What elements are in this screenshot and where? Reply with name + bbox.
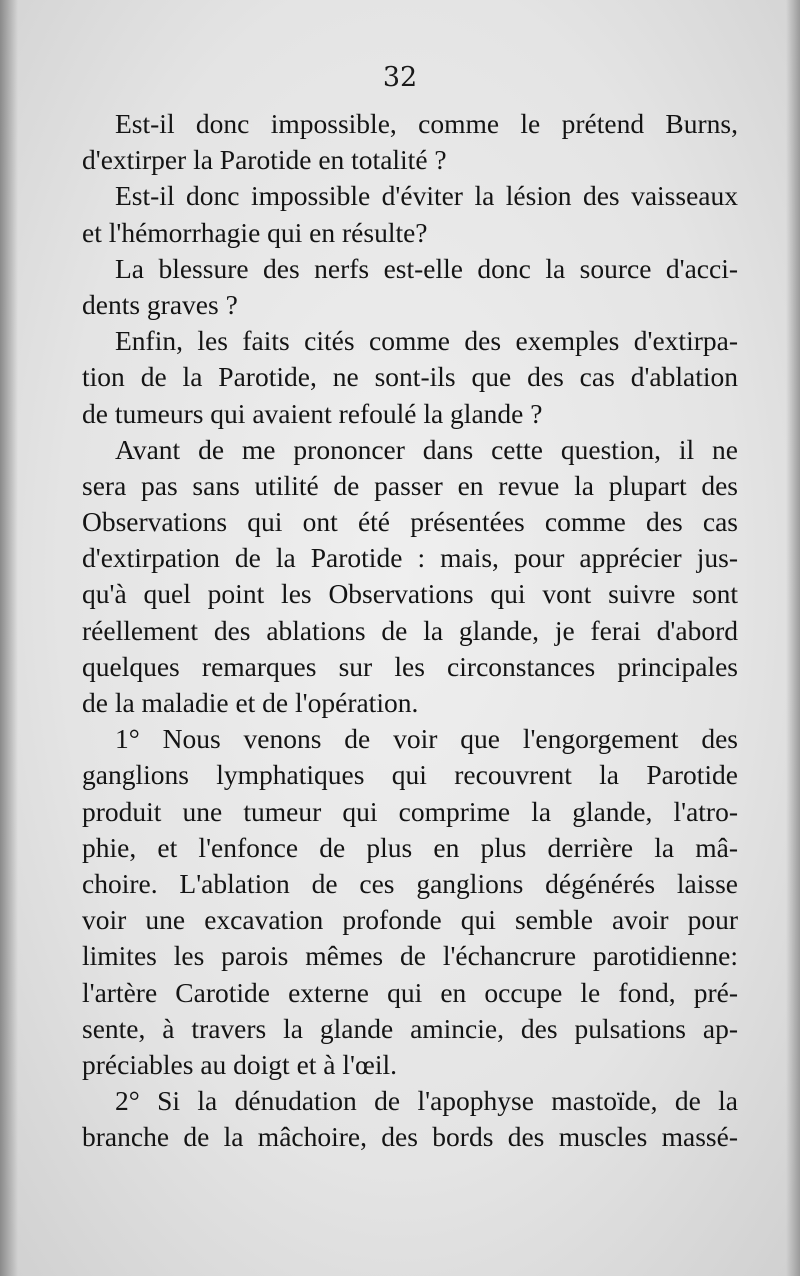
text-line: branche de la mâchoire, des bords des muscles massé- <box>82 1121 738 1153</box>
text-line: dents graves ? <box>82 288 238 320</box>
text-line: d'extirper la Parotide en totalité ? <box>82 144 447 176</box>
text-line: Avant de me prononcer dans cette question, il ne <box>115 433 738 465</box>
body-text <box>82 106 738 1155</box>
text-line: de tumeurs qui avaient refoulé la glande ? <box>82 397 543 429</box>
text-line: Observations qui ont été présentées comme des cas <box>82 506 738 538</box>
text-line: produit une tumeur qui comprime la glande, l'atro- <box>82 795 738 827</box>
text-line: qu'à quel point les Observations qui vont suivre sont <box>82 578 738 610</box>
text-line: sente, à travers la glande amincie, des pulsations ap- <box>82 1012 738 1044</box>
text-line: de la maladie et de l'opération. <box>82 687 419 718</box>
text-line: quelques remarques sur les circonstances principales <box>82 650 738 682</box>
text-line: ganglions lymphatiques qui recouvrent la Parotide <box>82 759 738 791</box>
text-line: sera pas sans utilité de passer en revue la plupart des <box>82 469 738 501</box>
text-line: La blessure des nerfs est-elle donc la source d'acci- <box>115 252 738 284</box>
text-line: préciables au doigt et à l'œil. <box>82 1048 397 1080</box>
text-line: d'extirpation de la Parotide : mais, pour apprécier jus- <box>82 542 738 574</box>
text-line: 2° Si la dénudation de l'apophyse mastoïde, de la <box>115 1085 738 1117</box>
text-line: et l'hémorrhagie qui en résulte? <box>82 216 428 248</box>
text-line: Est-il donc impossible d'éviter la lésion des vaisseaux <box>115 180 738 212</box>
text-line: tion de la Parotide, ne sont-ils que des cas d'ablation <box>82 361 738 393</box>
text-line: Enfin, les faits cités comme des exemples d'extirpa- <box>115 325 738 357</box>
text-line: réellement des ablations de la glande, je ferai d'abord <box>82 614 738 646</box>
page-edge-shadow-left <box>0 0 18 1276</box>
text-line: choire. L'ablation de ces ganglions dégénérés laisse <box>82 867 738 899</box>
text-line: voir une excavation profonde qui semble avoir pour <box>82 904 738 936</box>
text-line: l'artère Carotide externe qui en occupe le fond, pré- <box>82 976 738 1008</box>
text-line: phie, et l'enfonce de plus en plus derrière la mâ- <box>82 831 738 863</box>
page-edge-shadow-right <box>786 0 800 1276</box>
page-number: 32 <box>382 62 418 93</box>
text-line: limites les parois mêmes de l'échancrure parotidienne: <box>82 940 738 972</box>
text-line: Est-il donc impossible, comme le prétend Burns, <box>115 108 738 139</box>
text-line: 1° Nous venons de voir que l'engorgement des <box>115 723 738 755</box>
